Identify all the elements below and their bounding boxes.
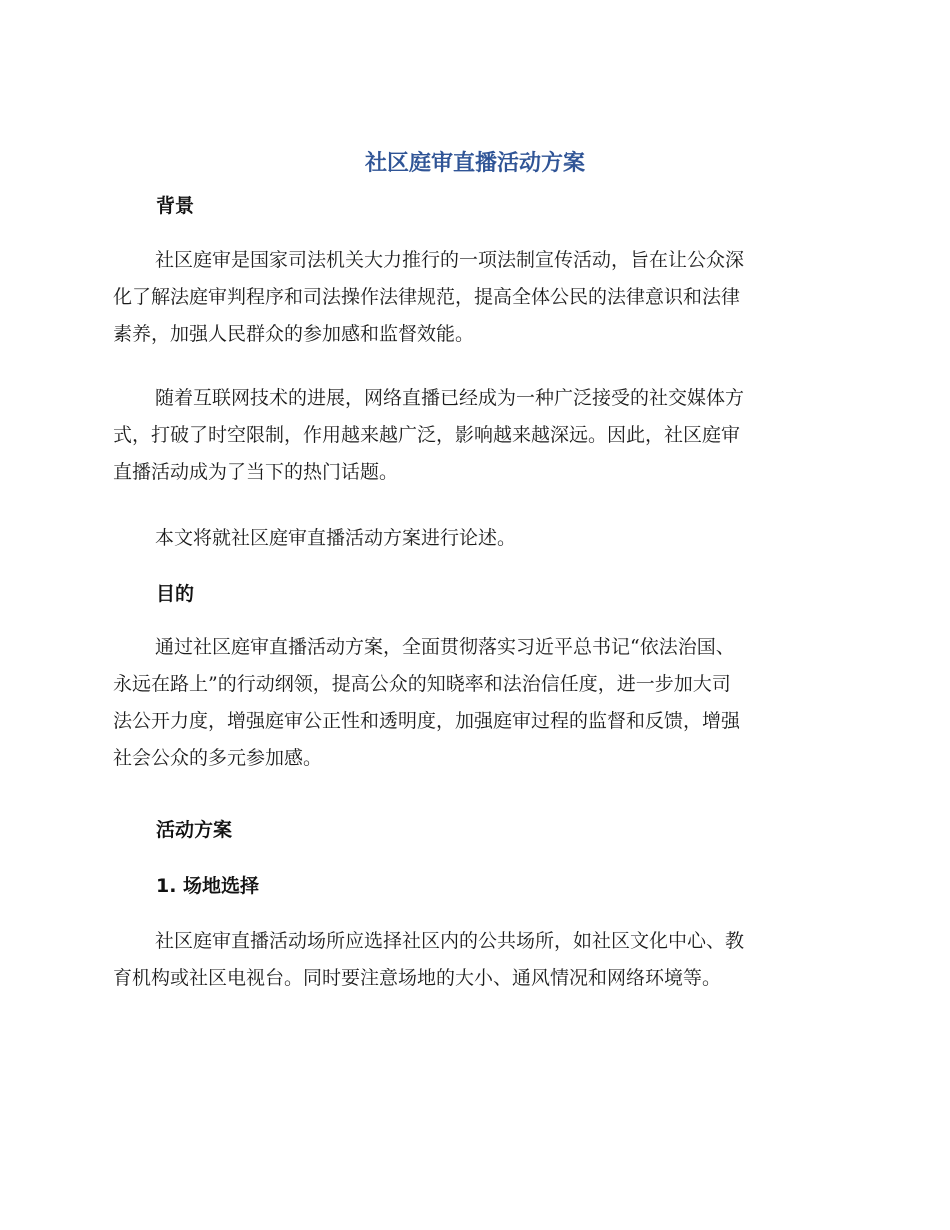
text-line: 本文将就社区庭审直播活动方案进行论述。 (155, 527, 517, 549)
text-line: 社区庭审是国家司法机关大力推行的一项法制宣传活动，旨在让公众深 (155, 249, 745, 271)
subsection-heading-venue: 1. 场地选择 (156, 875, 260, 897)
background-paragraph-2 (113, 380, 829, 491)
text-line: 化了解法庭审判程序和司法操作法律规范，提高全体公民的法律意识和法律 (113, 286, 741, 308)
background-paragraph-1 (113, 242, 829, 353)
text-line: 社会公众的多元参加感。 (113, 747, 323, 769)
text-line: 社区庭审直播活动场所应选择社区内的公共场所，如社区文化中心、教 (155, 930, 745, 952)
venue-paragraph-1 (113, 923, 829, 997)
background-paragraph-3 (113, 520, 829, 557)
text-line: 素养，加强人民群众的参加感和监督效能。 (113, 323, 475, 345)
text-line: 永远在路上”的行动纲领，提高公众的知晓率和法治信任度，进一步加大司 (113, 673, 731, 695)
purpose-paragraph-1 (113, 629, 829, 777)
section-heading-purpose: 目的 (156, 583, 195, 605)
text-line: 式，打破了时空限制，作用越来越广泛，影响越来越深远。因此，社区庭审 (113, 424, 741, 446)
text-line: 随着互联网技术的进展，网络直播已经成为一种广泛接受的社交媒体方 (155, 387, 745, 409)
section-heading-background: 背景 (156, 195, 195, 217)
document-title: 社区庭审直播活动方案 (364, 151, 585, 176)
text-line: 直播活动成为了当下的热门话题。 (113, 461, 399, 483)
text-line: 育机构或社区电视台。同时要注意场地的大小、通风情况和网络环境等。 (113, 967, 722, 989)
text-line: 法公开力度，增强庭审公正性和透明度，加强庭审过程的监督和反馈，增强 (113, 710, 741, 732)
text-line: 通过社区庭审直播活动方案，全面贯彻落实习近平总书记“依法治国、 (155, 636, 735, 658)
section-heading-plan: 活动方案 (156, 819, 233, 841)
